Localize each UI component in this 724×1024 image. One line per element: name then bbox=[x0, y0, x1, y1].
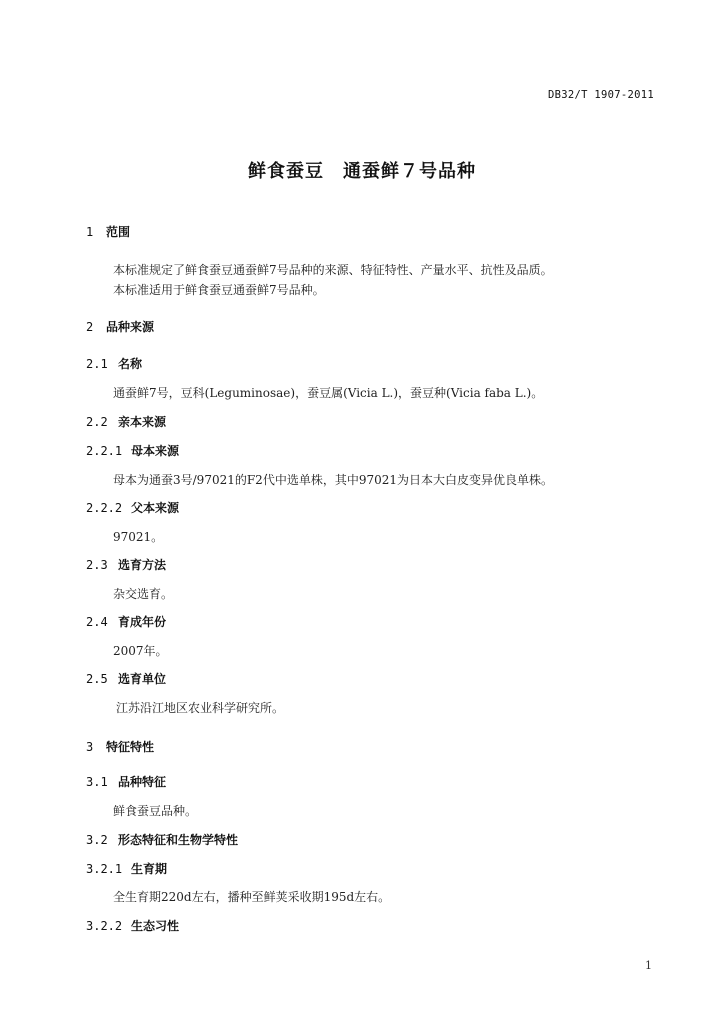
section-heading bbox=[86, 442, 724, 459]
section-number: 2 bbox=[86, 320, 94, 334]
paragraph: 本标准规定了鲜食蚕豆通蚕鲜7号品种的来源、特征特性、产量水平、抗性及品质。 bbox=[113, 263, 553, 277]
section-title: 品种来源 bbox=[106, 320, 155, 334]
section-number: 3.2.2 bbox=[86, 919, 123, 933]
section-heading bbox=[86, 860, 724, 877]
section-number: 3.1 bbox=[86, 775, 108, 789]
paragraph: 2007年。 bbox=[113, 644, 168, 658]
section-number: 2.2 bbox=[86, 415, 108, 429]
section-number: 2.1 bbox=[86, 357, 108, 371]
section-heading bbox=[86, 318, 724, 335]
section-heading bbox=[86, 613, 724, 630]
section-heading bbox=[86, 917, 724, 934]
paragraph: 江苏沿江地区农业科学研究所。 bbox=[116, 701, 285, 715]
section-title: 育成年份 bbox=[118, 615, 167, 629]
section-title: 父本来源 bbox=[131, 501, 180, 515]
section-number: 2.2.1 bbox=[86, 444, 123, 458]
section-heading bbox=[86, 413, 724, 430]
paragraph: 母本为通蚕3号/97021的F2代中选单株，其中97021为日本大白皮变异优良单株。 bbox=[113, 473, 553, 487]
section-title: 特征特性 bbox=[106, 740, 155, 754]
paragraph: 97021。 bbox=[113, 530, 164, 544]
section-title: 名称 bbox=[118, 357, 143, 371]
section-number: 2.2.2 bbox=[86, 501, 123, 515]
section-number: 3 bbox=[86, 740, 94, 754]
section-title: 品种特征 bbox=[118, 775, 167, 789]
section-number: 2.5 bbox=[86, 672, 108, 686]
paragraph: 全生育期220d左右，播种至鲜荚采收期195d左右。 bbox=[113, 890, 391, 904]
section-title: 选育单位 bbox=[118, 672, 167, 686]
section-title: 亲本来源 bbox=[118, 415, 167, 429]
paragraph: 本标准适用于鲜食蚕豆通蚕鲜7号品种。 bbox=[113, 283, 325, 297]
section-number: 2.4 bbox=[86, 615, 108, 629]
section-title: 生育期 bbox=[131, 862, 168, 876]
section-number: 3.2.1 bbox=[86, 862, 123, 876]
section-heading bbox=[86, 670, 724, 687]
section-number: 2.3 bbox=[86, 558, 108, 572]
section-heading bbox=[86, 773, 724, 790]
document-title: 鲜食蚕豆 通蚕鲜７号品种 bbox=[248, 161, 476, 182]
paragraph: 鲜食蚕豆品种。 bbox=[113, 804, 198, 818]
paragraph: 杂交选育。 bbox=[113, 587, 174, 601]
section-heading bbox=[86, 223, 724, 240]
section-heading bbox=[86, 556, 724, 573]
page-number: 1 bbox=[645, 959, 652, 972]
section-title: 形态特征和生物学特性 bbox=[118, 833, 239, 847]
section-title: 生态习性 bbox=[131, 919, 180, 933]
standard-code: DB32/T 1907-2011 bbox=[548, 89, 654, 101]
section-heading bbox=[86, 355, 724, 372]
section-heading bbox=[86, 831, 724, 848]
section-title: 范围 bbox=[106, 225, 131, 239]
paragraph: 通蚕鲜7号，豆科(Leguminosae)，蚕豆属(Vicia L.)，蚕豆种(Vicia faba L.)。 bbox=[113, 386, 544, 400]
section-heading bbox=[86, 499, 724, 516]
section-number: 1 bbox=[86, 225, 94, 239]
section-title: 选育方法 bbox=[118, 558, 167, 572]
section-heading bbox=[86, 738, 724, 755]
section-title: 母本来源 bbox=[131, 444, 180, 458]
section-number: 3.2 bbox=[86, 833, 108, 847]
